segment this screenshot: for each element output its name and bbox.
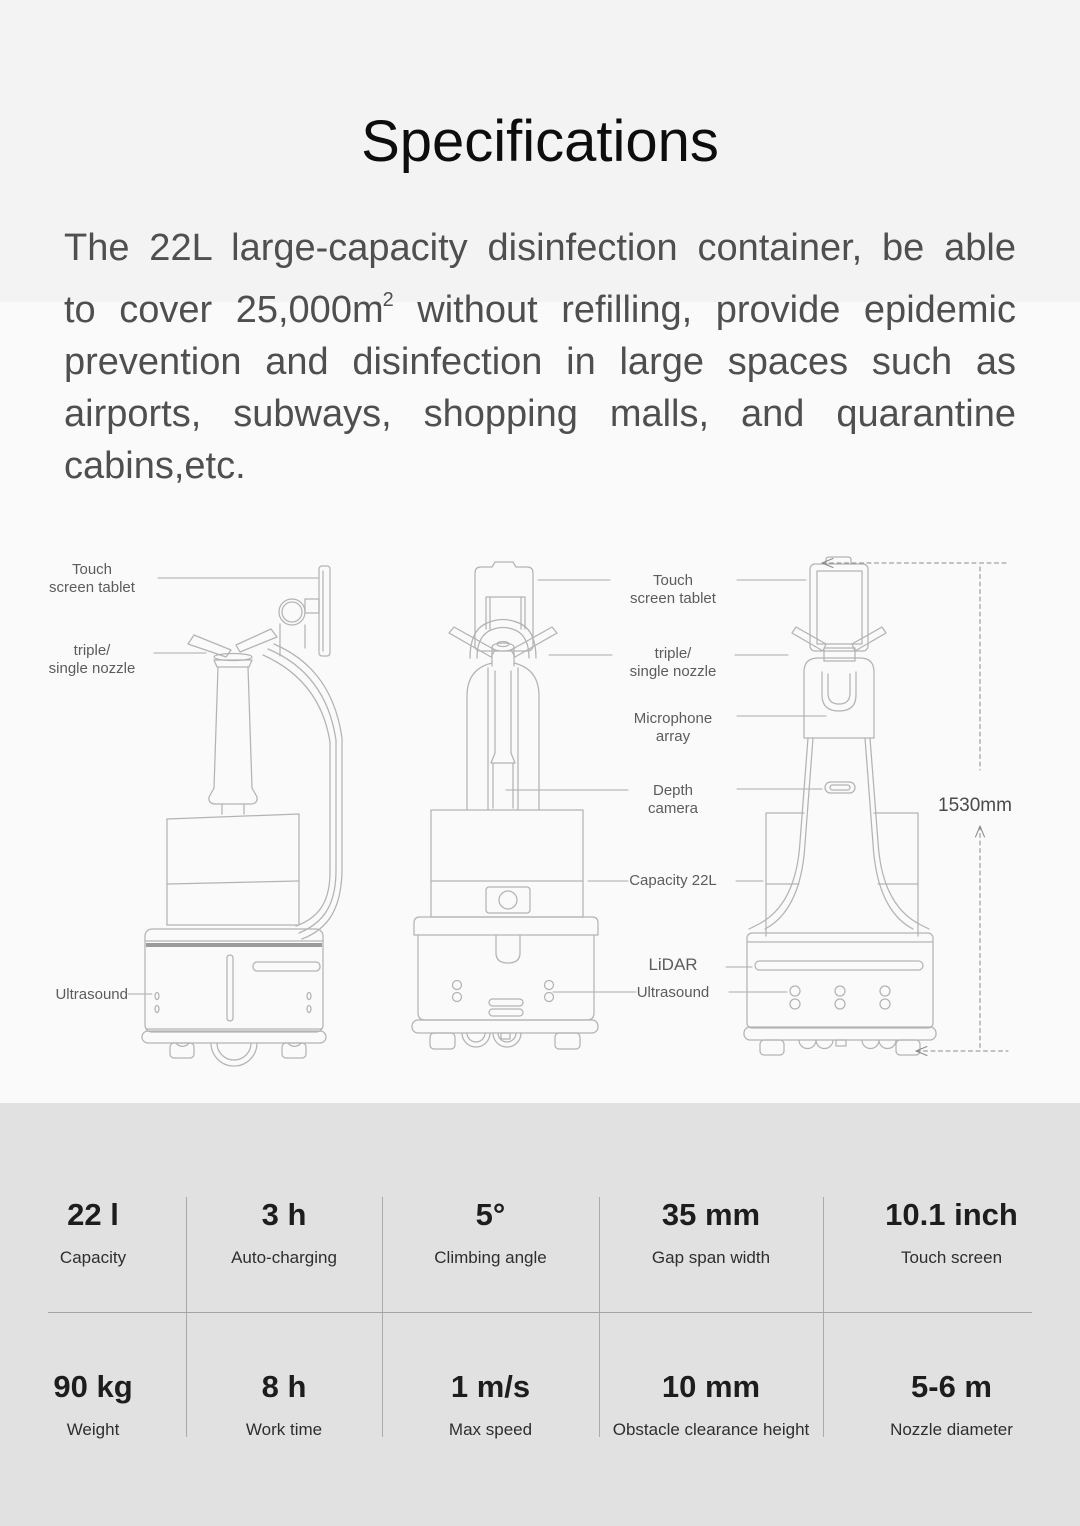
row-divider bbox=[48, 1312, 1032, 1313]
intro-text: without refilling, provide epidemic bbox=[393, 289, 1017, 331]
intro-line: The 22L large-capacity disinfection container, be able bbox=[64, 227, 1016, 269]
callout-capacity bbox=[593, 872, 753, 890]
spec-value: 10.1 inch bbox=[885, 1197, 1018, 1232]
spec-label: Nozzle diameter bbox=[890, 1420, 1013, 1439]
callout-line: triple/ bbox=[654, 645, 692, 662]
diagram-section bbox=[0, 540, 1080, 1103]
column-divider bbox=[599, 1197, 600, 1437]
callout-line: triple/ bbox=[73, 642, 111, 659]
spec-cell bbox=[186, 1185, 382, 1268]
height-dimension-label: 1530mm bbox=[938, 795, 1012, 816]
spec-label: Touch screen bbox=[900, 1248, 1003, 1267]
spec-value: 22 l bbox=[67, 1197, 119, 1232]
spec-cell bbox=[599, 1185, 823, 1268]
callout-line: Ultrasound bbox=[636, 984, 710, 1001]
spec-label: Gap span width bbox=[651, 1248, 771, 1267]
spec-label: Weight bbox=[66, 1420, 120, 1439]
callout-line: Touch bbox=[71, 561, 113, 578]
intro-text: to cover 25,000m bbox=[64, 289, 384, 331]
callout-nozzle-left bbox=[22, 642, 162, 677]
spec-value: 90 kg bbox=[53, 1369, 133, 1404]
robot-diagrams bbox=[0, 540, 1080, 1103]
spec-label: Max speed bbox=[448, 1420, 533, 1439]
spec-cell bbox=[823, 1185, 1080, 1268]
spec-label: Work time bbox=[245, 1420, 323, 1439]
spec-value: 8 h bbox=[261, 1369, 307, 1404]
robot-rear-view-drawing bbox=[744, 557, 936, 1055]
callout-line: Touch bbox=[652, 572, 694, 589]
spec-row bbox=[0, 1357, 1080, 1440]
column-divider bbox=[823, 1197, 824, 1437]
spec-cell bbox=[382, 1185, 599, 1268]
spec-value: 10 mm bbox=[661, 1369, 761, 1404]
robot-side-view-drawing bbox=[142, 566, 342, 1066]
robot-front-view-drawing bbox=[412, 562, 598, 1049]
spec-row bbox=[0, 1185, 1080, 1268]
callout-line: Microphone bbox=[633, 710, 713, 727]
callout-line: single nozzle bbox=[48, 659, 136, 677]
square-meter-superscript: 2 bbox=[382, 289, 394, 311]
spec-label: Obstacle clearance height bbox=[612, 1420, 810, 1439]
column-divider bbox=[382, 1197, 383, 1437]
spec-cell bbox=[599, 1357, 823, 1440]
intro-line: airports, subways, shopping malls, and quarantine bbox=[64, 393, 1016, 435]
spec-value: 5-6 m bbox=[911, 1369, 992, 1404]
callout-ultrasound-center bbox=[593, 984, 753, 1002]
spec-value: 1 m/s bbox=[450, 1369, 531, 1404]
intro-line: prevention and disinfection in large spaces such as bbox=[64, 341, 1016, 383]
spec-label: Capacity bbox=[59, 1248, 127, 1267]
spec-label: Climbing angle bbox=[434, 1248, 547, 1267]
intro-paragraph bbox=[64, 222, 1016, 492]
spec-cell bbox=[0, 1185, 186, 1268]
callout-line: single nozzle bbox=[629, 662, 717, 680]
spec-cell bbox=[186, 1357, 382, 1440]
intro-line: cabins,etc. bbox=[64, 445, 246, 487]
spec-label: Auto-charging bbox=[231, 1248, 337, 1267]
page-title: Specifications bbox=[361, 109, 719, 174]
column-divider bbox=[186, 1197, 187, 1437]
callout-line: Capacity 22L bbox=[629, 872, 717, 889]
callout-microphone-array bbox=[593, 710, 753, 745]
callout-nozzle-center bbox=[593, 645, 753, 680]
callout-line: Depth bbox=[652, 782, 694, 799]
callout-line: array bbox=[655, 727, 691, 745]
callout-line: screen tablet bbox=[49, 578, 135, 596]
callout-touch-screen-tablet-center bbox=[593, 572, 753, 607]
callout-depth-camera bbox=[593, 782, 753, 817]
spec-value: 35 mm bbox=[661, 1197, 761, 1232]
callout-line: Ultrasound bbox=[55, 986, 128, 1003]
callout-ultrasound-left bbox=[10, 986, 128, 1004]
callout-line: LiDAR bbox=[648, 955, 698, 974]
spec-cell bbox=[0, 1357, 186, 1440]
spec-cell bbox=[823, 1357, 1080, 1440]
callout-line: camera bbox=[647, 799, 699, 817]
callout-line: screen tablet bbox=[630, 589, 716, 607]
spec-cell bbox=[382, 1357, 599, 1440]
callout-lidar bbox=[593, 956, 753, 974]
intro-line bbox=[64, 274, 1016, 336]
spec-value: 5° bbox=[475, 1197, 506, 1232]
callout-touch-screen-tablet-left bbox=[22, 561, 162, 596]
spec-value: 3 h bbox=[261, 1197, 307, 1232]
